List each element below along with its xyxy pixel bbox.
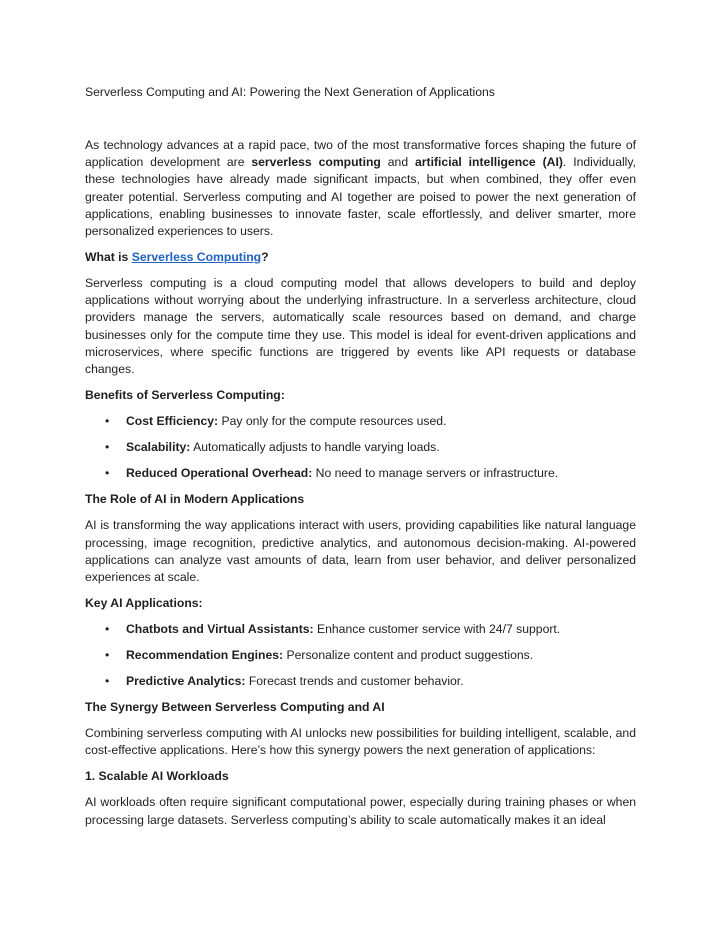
bullet-icon: •: [105, 440, 110, 455]
bullet-icon: •: [105, 466, 110, 481]
synergy-paragraph: Combining serverless computing with AI unlocks new possibilities for building intelligent, scalable, and cost-effective applications. Here’s how this synergy powers the next generation of applications:: [85, 726, 636, 758]
document-title: Serverless Computing and AI: Powering the Next Generation of Applications: [85, 85, 495, 99]
list-item: [85, 413, 636, 430]
intro-text-3: . Individually, these technologies have already made significant impacts, but when combined, they offer even greater potential. Serverless computing and AI together are poised to power the next generation of applications, enabling businesses to innovate faster, scale effortlessly, and deliver smarter, more personalized experiences to users.: [85, 155, 636, 239]
bullet-icon: •: [105, 414, 110, 429]
scalable-ai-heading: 1. Scalable AI Workloads: [85, 769, 229, 784]
ai-role-heading: The Role of AI in Modern Applications: [85, 492, 305, 507]
list-item-label: Cost Efficiency:: [126, 414, 219, 429]
bullet-icon: •: [105, 621, 110, 636]
document-body: [85, 137, 636, 838]
list-item: [85, 673, 636, 690]
list-item: [85, 439, 636, 456]
what-is-suffix: ?: [261, 250, 269, 265]
intro-text-2: and: [380, 155, 416, 170]
benefits-list: [85, 413, 636, 482]
serverless-paragraph: Serverless computing is a cloud computing model that allows developers to build and deploy applications without worrying about the underlying infrastructure. In a serverless architecture, cloud providers manage the servers, automatically scale resources based on demand, and charge businesses only for the compute time they use. This model is ideal for event-driven applications and microservices, where specific functions are triggered by events like API requests or database changes.: [85, 276, 636, 377]
key-ai-heading: Key AI Applications:: [85, 595, 203, 610]
list-item-label: Scalability:: [126, 440, 191, 455]
what-is-prefix: What is: [85, 250, 132, 265]
synergy-heading: The Synergy Between Serverless Computing and AI: [85, 700, 385, 715]
list-item-text: Pay only for the compute resources used.: [218, 414, 447, 429]
ai-paragraph: AI is transforming the way applications interact with users, providing capabilities like natural language processing, image recognition, predictive analytics, and autonomous decision-making. AI-powered applications can analyze vast amounts of data, learn from user behavior, and deliver personalized experiences at scale.: [85, 518, 636, 584]
list-item-label: Recommendation Engines:: [126, 648, 284, 663]
serverless-computing-link[interactable]: Serverless Computing: [131, 250, 262, 265]
list-item-text: Forecast trends and customer behavior.: [245, 674, 464, 689]
list-item-text: Automatically adjusts to handle varying loads.: [190, 440, 440, 455]
benefits-heading: Benefits of Serverless Computing:: [85, 388, 285, 403]
list-item: [85, 647, 636, 664]
list-item-label: Reduced Operational Overhead:: [126, 466, 313, 481]
scalable-ai-paragraph: AI workloads often require significant computational power, especially during training phases or when processing large datasets. Serverless computing’s ability to scale automatically makes it an ideal: [85, 795, 636, 827]
what-is-heading: [85, 249, 636, 266]
intro-bold-serverless: serverless computing: [251, 155, 381, 170]
list-item: [85, 621, 636, 638]
list-item-label: Chatbots and Virtual Assistants:: [126, 621, 314, 636]
intro-bold-ai: artificial intelligence (AI): [415, 155, 563, 170]
bullet-icon: •: [105, 648, 110, 663]
list-item-text: Personalize content and product suggestions.: [283, 648, 534, 663]
list-item-text: Enhance customer service with 24/7 support.: [313, 621, 561, 636]
key-ai-list: [85, 621, 636, 690]
intro-paragraph: [85, 137, 636, 240]
list-item: [85, 465, 636, 482]
bullet-icon: •: [105, 674, 110, 689]
list-item-label: Predictive Analytics:: [126, 674, 246, 689]
list-item-text: No need to manage servers or infrastructure.: [312, 466, 559, 481]
intro-text-1: As technology advances at a rapid pace, two of the most transformative forces shaping the future of application development are: [85, 138, 636, 170]
